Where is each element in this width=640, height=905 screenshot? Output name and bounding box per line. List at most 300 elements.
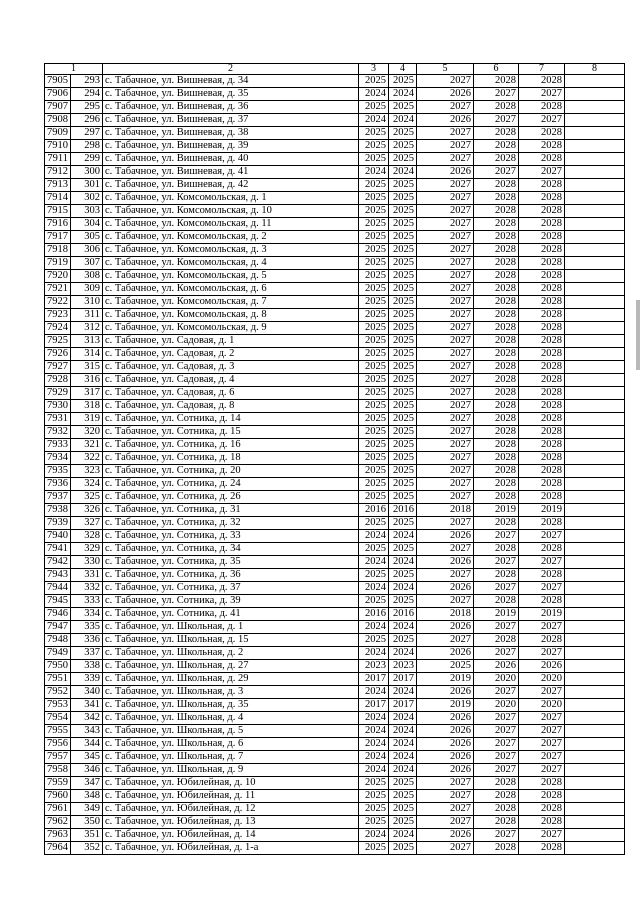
registry-number-cell: 7958 — [45, 764, 71, 777]
address-cell: с. Табачное, ул. Сотника, д. 26 — [103, 491, 359, 504]
address-cell: с. Табачное, ул. Вишневая, д. 37 — [103, 114, 359, 127]
year-col-6-cell: 2028 — [474, 517, 519, 530]
year-col-5-cell: 2026 — [417, 829, 474, 842]
address-cell: с. Табачное, ул. Юбилейная, д. 1-а — [103, 842, 359, 855]
year-col-5-cell: 2027 — [417, 517, 474, 530]
note-col-8-cell — [565, 114, 625, 127]
item-number-cell: 352 — [71, 842, 103, 855]
note-col-8-cell — [565, 387, 625, 400]
address-cell: с. Табачное, ул. Школьная, д. 15 — [103, 634, 359, 647]
table-row — [45, 270, 625, 283]
year-col-3-cell: 2024 — [359, 686, 389, 699]
year-col-4-cell: 2025 — [389, 400, 417, 413]
year-col-3-cell: 2025 — [359, 75, 389, 88]
registry-number-cell: 7922 — [45, 296, 71, 309]
year-col-5-cell: 2027 — [417, 400, 474, 413]
item-number-cell: 345 — [71, 751, 103, 764]
year-col-7-cell: 2027 — [519, 530, 565, 543]
year-col-5-cell: 2027 — [417, 244, 474, 257]
address-cell: с. Табачное, ул. Школьная, д. 4 — [103, 712, 359, 725]
registry-number-cell: 7960 — [45, 790, 71, 803]
address-cell: с. Табачное, ул. Садовая, д. 2 — [103, 348, 359, 361]
address-cell: с. Табачное, ул. Сотника, д. 32 — [103, 517, 359, 530]
year-col-6-cell: 2028 — [474, 179, 519, 192]
year-col-7-cell: 2028 — [519, 439, 565, 452]
year-col-3-cell: 2016 — [359, 608, 389, 621]
item-number-cell: 346 — [71, 764, 103, 777]
year-col-5-cell: 2027 — [417, 543, 474, 556]
note-col-8-cell — [565, 439, 625, 452]
year-col-6-cell: 2019 — [474, 504, 519, 517]
registry-number-cell: 7918 — [45, 244, 71, 257]
year-col-6-cell: 2028 — [474, 478, 519, 491]
registry-number-cell: 7932 — [45, 426, 71, 439]
year-col-3-cell: 2024 — [359, 530, 389, 543]
year-col-5-cell: 2018 — [417, 504, 474, 517]
year-col-5-cell: 2027 — [417, 439, 474, 452]
year-col-3-cell: 2025 — [359, 816, 389, 829]
table-row — [45, 231, 625, 244]
address-cell: с. Табачное, ул. Юбилейная, д. 11 — [103, 790, 359, 803]
item-number-cell: 317 — [71, 387, 103, 400]
year-col-6-cell: 2028 — [474, 790, 519, 803]
year-col-5-cell: 2027 — [417, 413, 474, 426]
table-row — [45, 153, 625, 166]
year-col-3-cell: 2025 — [359, 192, 389, 205]
year-col-3-cell: 2025 — [359, 777, 389, 790]
year-col-7-cell: 2028 — [519, 153, 565, 166]
year-col-7-cell: 2028 — [519, 283, 565, 296]
table-row — [45, 751, 625, 764]
year-col-3-cell: 2025 — [359, 205, 389, 218]
address-cell: с. Табачное, ул. Вишневая, д. 42 — [103, 179, 359, 192]
year-col-5-cell: 2027 — [417, 205, 474, 218]
item-number-cell: 296 — [71, 114, 103, 127]
item-number-cell: 298 — [71, 140, 103, 153]
item-number-cell: 295 — [71, 101, 103, 114]
registry-number-cell: 7950 — [45, 660, 71, 673]
note-col-8-cell — [565, 348, 625, 361]
year-col-5-cell: 2027 — [417, 374, 474, 387]
note-col-8-cell — [565, 517, 625, 530]
year-col-6-cell: 2028 — [474, 465, 519, 478]
registry-number-cell: 7919 — [45, 257, 71, 270]
table-row — [45, 647, 625, 660]
year-col-7-cell: 2028 — [519, 634, 565, 647]
year-col-3-cell: 2024 — [359, 647, 389, 660]
year-col-3-cell: 2024 — [359, 114, 389, 127]
item-number-cell: 327 — [71, 517, 103, 530]
table-row — [45, 790, 625, 803]
year-col-6-cell: 2028 — [474, 634, 519, 647]
address-cell: с. Табачное, ул. Школьная, д. 1 — [103, 621, 359, 634]
year-col-4-cell: 2025 — [389, 413, 417, 426]
registry-number-cell: 7948 — [45, 634, 71, 647]
registry-number-cell: 7956 — [45, 738, 71, 751]
note-col-8-cell — [565, 504, 625, 517]
registry-number-cell: 7944 — [45, 582, 71, 595]
item-number-cell: 335 — [71, 621, 103, 634]
table-row — [45, 777, 625, 790]
item-number-cell: 326 — [71, 504, 103, 517]
table-row — [45, 595, 625, 608]
item-number-cell: 339 — [71, 673, 103, 686]
year-col-6-cell: 2028 — [474, 569, 519, 582]
header-col-5: 5 — [417, 64, 474, 75]
item-number-cell: 323 — [71, 465, 103, 478]
year-col-4-cell: 2025 — [389, 426, 417, 439]
item-number-cell: 320 — [71, 426, 103, 439]
year-col-6-cell: 2026 — [474, 660, 519, 673]
registry-number-cell: 7949 — [45, 647, 71, 660]
address-cell: с. Табачное, ул. Садовая, д. 1 — [103, 335, 359, 348]
year-col-5-cell: 2019 — [417, 673, 474, 686]
note-col-8-cell — [565, 595, 625, 608]
registry-number-cell: 7914 — [45, 192, 71, 205]
table-row — [45, 335, 625, 348]
registry-number-cell: 7921 — [45, 283, 71, 296]
year-col-7-cell: 2028 — [519, 491, 565, 504]
table-row — [45, 725, 625, 738]
year-col-7-cell: 2028 — [519, 543, 565, 556]
year-col-7-cell: 2028 — [519, 309, 565, 322]
address-cell: с. Табачное, ул. Комсомольская, д. 9 — [103, 322, 359, 335]
year-col-6-cell: 2028 — [474, 816, 519, 829]
header-col-1: 1 — [45, 64, 103, 75]
year-col-7-cell: 2020 — [519, 699, 565, 712]
year-col-5-cell: 2026 — [417, 114, 474, 127]
year-col-6-cell: 2028 — [474, 140, 519, 153]
note-col-8-cell — [565, 75, 625, 88]
table-row — [45, 582, 625, 595]
year-col-7-cell: 2028 — [519, 387, 565, 400]
table-row — [45, 101, 625, 114]
table-row — [45, 374, 625, 387]
year-col-3-cell: 2025 — [359, 790, 389, 803]
address-cell: с. Табачное, ул. Вишневая, д. 40 — [103, 153, 359, 166]
year-col-3-cell: 2017 — [359, 699, 389, 712]
table-header — [45, 64, 625, 75]
year-col-5-cell: 2027 — [417, 816, 474, 829]
year-col-5-cell: 2027 — [417, 569, 474, 582]
year-col-6-cell: 2028 — [474, 75, 519, 88]
year-col-7-cell: 2019 — [519, 504, 565, 517]
year-col-6-cell: 2027 — [474, 621, 519, 634]
year-col-3-cell: 2025 — [359, 569, 389, 582]
year-col-4-cell: 2024 — [389, 88, 417, 101]
address-cell: с. Табачное, ул. Юбилейная, д. 14 — [103, 829, 359, 842]
year-col-5-cell: 2027 — [417, 777, 474, 790]
table-row — [45, 88, 625, 101]
item-number-cell: 328 — [71, 530, 103, 543]
year-col-5-cell: 2027 — [417, 348, 474, 361]
registry-number-cell: 7943 — [45, 569, 71, 582]
address-cell: с. Табачное, ул. Комсомольская, д. 1 — [103, 192, 359, 205]
item-number-cell: 340 — [71, 686, 103, 699]
table-row — [45, 140, 625, 153]
registry-number-cell: 7909 — [45, 127, 71, 140]
registry-number-cell: 7920 — [45, 270, 71, 283]
year-col-6-cell: 2027 — [474, 725, 519, 738]
registry-number-cell: 7941 — [45, 543, 71, 556]
year-col-4-cell: 2025 — [389, 803, 417, 816]
year-col-7-cell: 2019 — [519, 608, 565, 621]
note-col-8-cell — [565, 231, 625, 244]
item-number-cell: 324 — [71, 478, 103, 491]
year-col-3-cell: 2023 — [359, 660, 389, 673]
table-row — [45, 543, 625, 556]
note-col-8-cell — [565, 335, 625, 348]
year-col-5-cell: 2027 — [417, 790, 474, 803]
table-row — [45, 673, 625, 686]
item-number-cell: 314 — [71, 348, 103, 361]
year-col-7-cell: 2028 — [519, 231, 565, 244]
year-col-3-cell: 2025 — [359, 270, 389, 283]
year-col-3-cell: 2024 — [359, 621, 389, 634]
note-col-8-cell — [565, 621, 625, 634]
note-col-8-cell — [565, 712, 625, 725]
year-col-5-cell: 2027 — [417, 140, 474, 153]
registry-number-cell: 7961 — [45, 803, 71, 816]
table-row — [45, 478, 625, 491]
year-col-7-cell: 2028 — [519, 335, 565, 348]
year-col-6-cell: 2028 — [474, 244, 519, 257]
year-col-4-cell: 2017 — [389, 699, 417, 712]
year-col-4-cell: 2025 — [389, 101, 417, 114]
year-col-5-cell: 2026 — [417, 751, 474, 764]
year-col-4-cell: 2016 — [389, 504, 417, 517]
table-row — [45, 348, 625, 361]
year-col-6-cell: 2028 — [474, 218, 519, 231]
item-number-cell: 333 — [71, 595, 103, 608]
year-col-3-cell: 2025 — [359, 452, 389, 465]
year-col-6-cell: 2028 — [474, 803, 519, 816]
year-col-7-cell: 2028 — [519, 569, 565, 582]
year-col-6-cell: 2028 — [474, 777, 519, 790]
registry-number-cell: 7908 — [45, 114, 71, 127]
registry-number-cell: 7951 — [45, 673, 71, 686]
year-col-7-cell: 2027 — [519, 621, 565, 634]
year-col-4-cell: 2024 — [389, 829, 417, 842]
note-col-8-cell — [565, 647, 625, 660]
year-col-4-cell: 2025 — [389, 205, 417, 218]
registry-number-cell: 7947 — [45, 621, 71, 634]
address-cell: с. Табачное, ул. Садовая, д. 4 — [103, 374, 359, 387]
year-col-6-cell: 2028 — [474, 231, 519, 244]
scan-edge-mark — [636, 300, 640, 370]
registry-number-cell: 7939 — [45, 517, 71, 530]
year-col-6-cell: 2028 — [474, 439, 519, 452]
item-number-cell: 316 — [71, 374, 103, 387]
registry-number-cell: 7926 — [45, 348, 71, 361]
item-number-cell: 315 — [71, 361, 103, 374]
table-body — [45, 75, 625, 855]
table-row — [45, 166, 625, 179]
registry-number-cell: 7928 — [45, 374, 71, 387]
item-number-cell: 350 — [71, 816, 103, 829]
year-col-6-cell: 2028 — [474, 153, 519, 166]
year-col-4-cell: 2025 — [389, 322, 417, 335]
registry-number-cell: 7925 — [45, 335, 71, 348]
year-col-5-cell: 2026 — [417, 647, 474, 660]
item-number-cell: 332 — [71, 582, 103, 595]
table-row — [45, 244, 625, 257]
year-col-3-cell: 2025 — [359, 595, 389, 608]
year-col-7-cell: 2027 — [519, 647, 565, 660]
registry-number-cell: 7917 — [45, 231, 71, 244]
registry-number-cell: 7962 — [45, 816, 71, 829]
year-col-6-cell: 2028 — [474, 322, 519, 335]
address-cell: с. Табачное, ул. Сотника, д. 14 — [103, 413, 359, 426]
table-row — [45, 387, 625, 400]
year-col-3-cell: 2025 — [359, 218, 389, 231]
year-col-4-cell: 2024 — [389, 647, 417, 660]
item-number-cell: 293 — [71, 75, 103, 88]
year-col-4-cell: 2024 — [389, 582, 417, 595]
table-row — [45, 764, 625, 777]
registry-number-cell: 7915 — [45, 205, 71, 218]
year-col-4-cell: 2025 — [389, 270, 417, 283]
year-col-4-cell: 2025 — [389, 296, 417, 309]
year-col-4-cell: 2025 — [389, 439, 417, 452]
year-col-5-cell: 2027 — [417, 335, 474, 348]
note-col-8-cell — [565, 608, 625, 621]
year-col-6-cell: 2027 — [474, 738, 519, 751]
year-col-3-cell: 2025 — [359, 634, 389, 647]
year-col-4-cell: 2024 — [389, 686, 417, 699]
table-row — [45, 452, 625, 465]
address-cell: с. Табачное, ул. Комсомольская, д. 10 — [103, 205, 359, 218]
year-col-7-cell: 2028 — [519, 179, 565, 192]
year-col-5-cell: 2027 — [417, 101, 474, 114]
address-cell: с. Табачное, ул. Вишневая, д. 35 — [103, 88, 359, 101]
year-col-6-cell: 2028 — [474, 192, 519, 205]
year-col-5-cell: 2027 — [417, 452, 474, 465]
address-cell: с. Табачное, ул. Комсомольская, д. 11 — [103, 218, 359, 231]
address-cell: с. Табачное, ул. Сотника, д. 24 — [103, 478, 359, 491]
year-col-7-cell: 2028 — [519, 127, 565, 140]
year-col-6-cell: 2027 — [474, 166, 519, 179]
note-col-8-cell — [565, 465, 625, 478]
year-col-4-cell: 2025 — [389, 478, 417, 491]
year-col-7-cell: 2027 — [519, 738, 565, 751]
year-col-4-cell: 2025 — [389, 283, 417, 296]
registry-number-cell: 7929 — [45, 387, 71, 400]
year-col-5-cell: 2027 — [417, 192, 474, 205]
year-col-6-cell: 2028 — [474, 374, 519, 387]
registry-number-cell: 7953 — [45, 699, 71, 712]
address-cell: с. Табачное, ул. Школьная, д. 3 — [103, 686, 359, 699]
year-col-7-cell: 2028 — [519, 478, 565, 491]
note-col-8-cell — [565, 153, 625, 166]
year-col-4-cell: 2025 — [389, 257, 417, 270]
year-col-6-cell: 2028 — [474, 543, 519, 556]
item-number-cell: 299 — [71, 153, 103, 166]
note-col-8-cell — [565, 205, 625, 218]
item-number-cell: 330 — [71, 556, 103, 569]
item-number-cell: 334 — [71, 608, 103, 621]
year-col-5-cell: 2027 — [417, 179, 474, 192]
registry-number-cell: 7942 — [45, 556, 71, 569]
address-cell: с. Табачное, ул. Сотника, д. 37 — [103, 582, 359, 595]
year-col-7-cell: 2027 — [519, 114, 565, 127]
address-cell: с. Табачное, ул. Сотника, д. 35 — [103, 556, 359, 569]
item-number-cell: 302 — [71, 192, 103, 205]
table-row — [45, 517, 625, 530]
item-number-cell: 348 — [71, 790, 103, 803]
note-col-8-cell — [565, 244, 625, 257]
note-col-8-cell — [565, 101, 625, 114]
item-number-cell: 306 — [71, 244, 103, 257]
table-row — [45, 257, 625, 270]
address-cell: с. Табачное, ул. Садовая, д. 8 — [103, 400, 359, 413]
year-col-4-cell: 2024 — [389, 738, 417, 751]
registry-number-cell: 7959 — [45, 777, 71, 790]
note-col-8-cell — [565, 543, 625, 556]
year-col-7-cell: 2028 — [519, 816, 565, 829]
registry-number-cell: 7912 — [45, 166, 71, 179]
table-row — [45, 712, 625, 725]
note-col-8-cell — [565, 660, 625, 673]
year-col-5-cell: 2026 — [417, 725, 474, 738]
year-col-4-cell: 2024 — [389, 530, 417, 543]
address-cell: с. Табачное, ул. Садовая, д. 6 — [103, 387, 359, 400]
year-col-7-cell: 2027 — [519, 582, 565, 595]
year-col-7-cell: 2027 — [519, 556, 565, 569]
registry-number-cell: 7931 — [45, 413, 71, 426]
year-col-7-cell: 2027 — [519, 712, 565, 725]
year-col-4-cell: 2023 — [389, 660, 417, 673]
year-col-7-cell: 2028 — [519, 192, 565, 205]
registry-number-cell: 7924 — [45, 322, 71, 335]
year-col-3-cell: 2024 — [359, 582, 389, 595]
year-col-5-cell: 2026 — [417, 712, 474, 725]
year-col-3-cell: 2025 — [359, 348, 389, 361]
year-col-3-cell: 2025 — [359, 140, 389, 153]
address-cell: с. Табачное, ул. Школьная, д. 7 — [103, 751, 359, 764]
year-col-4-cell: 2025 — [389, 465, 417, 478]
year-col-7-cell: 2028 — [519, 790, 565, 803]
year-col-6-cell: 2027 — [474, 647, 519, 660]
year-col-3-cell: 2025 — [359, 426, 389, 439]
note-col-8-cell — [565, 634, 625, 647]
item-number-cell: 308 — [71, 270, 103, 283]
year-col-6-cell: 2027 — [474, 712, 519, 725]
year-col-5-cell: 2027 — [417, 322, 474, 335]
year-col-4-cell: 2025 — [389, 374, 417, 387]
address-cell: с. Табачное, ул. Комсомольская, д. 6 — [103, 283, 359, 296]
year-col-6-cell: 2028 — [474, 270, 519, 283]
address-cell: с. Табачное, ул. Школьная, д. 29 — [103, 673, 359, 686]
year-col-7-cell: 2027 — [519, 686, 565, 699]
year-col-4-cell: 2025 — [389, 452, 417, 465]
item-number-cell: 318 — [71, 400, 103, 413]
note-col-8-cell — [565, 322, 625, 335]
year-col-4-cell: 2016 — [389, 608, 417, 621]
year-col-4-cell: 2025 — [389, 816, 417, 829]
year-col-7-cell: 2027 — [519, 725, 565, 738]
header-col-4: 4 — [389, 64, 417, 75]
year-col-5-cell: 2027 — [417, 75, 474, 88]
year-col-3-cell: 2025 — [359, 465, 389, 478]
registry-number-cell: 7910 — [45, 140, 71, 153]
item-number-cell: 300 — [71, 166, 103, 179]
note-col-8-cell — [565, 673, 625, 686]
item-number-cell: 303 — [71, 205, 103, 218]
registry-number-cell: 7916 — [45, 218, 71, 231]
item-number-cell: 294 — [71, 88, 103, 101]
year-col-7-cell: 2028 — [519, 803, 565, 816]
